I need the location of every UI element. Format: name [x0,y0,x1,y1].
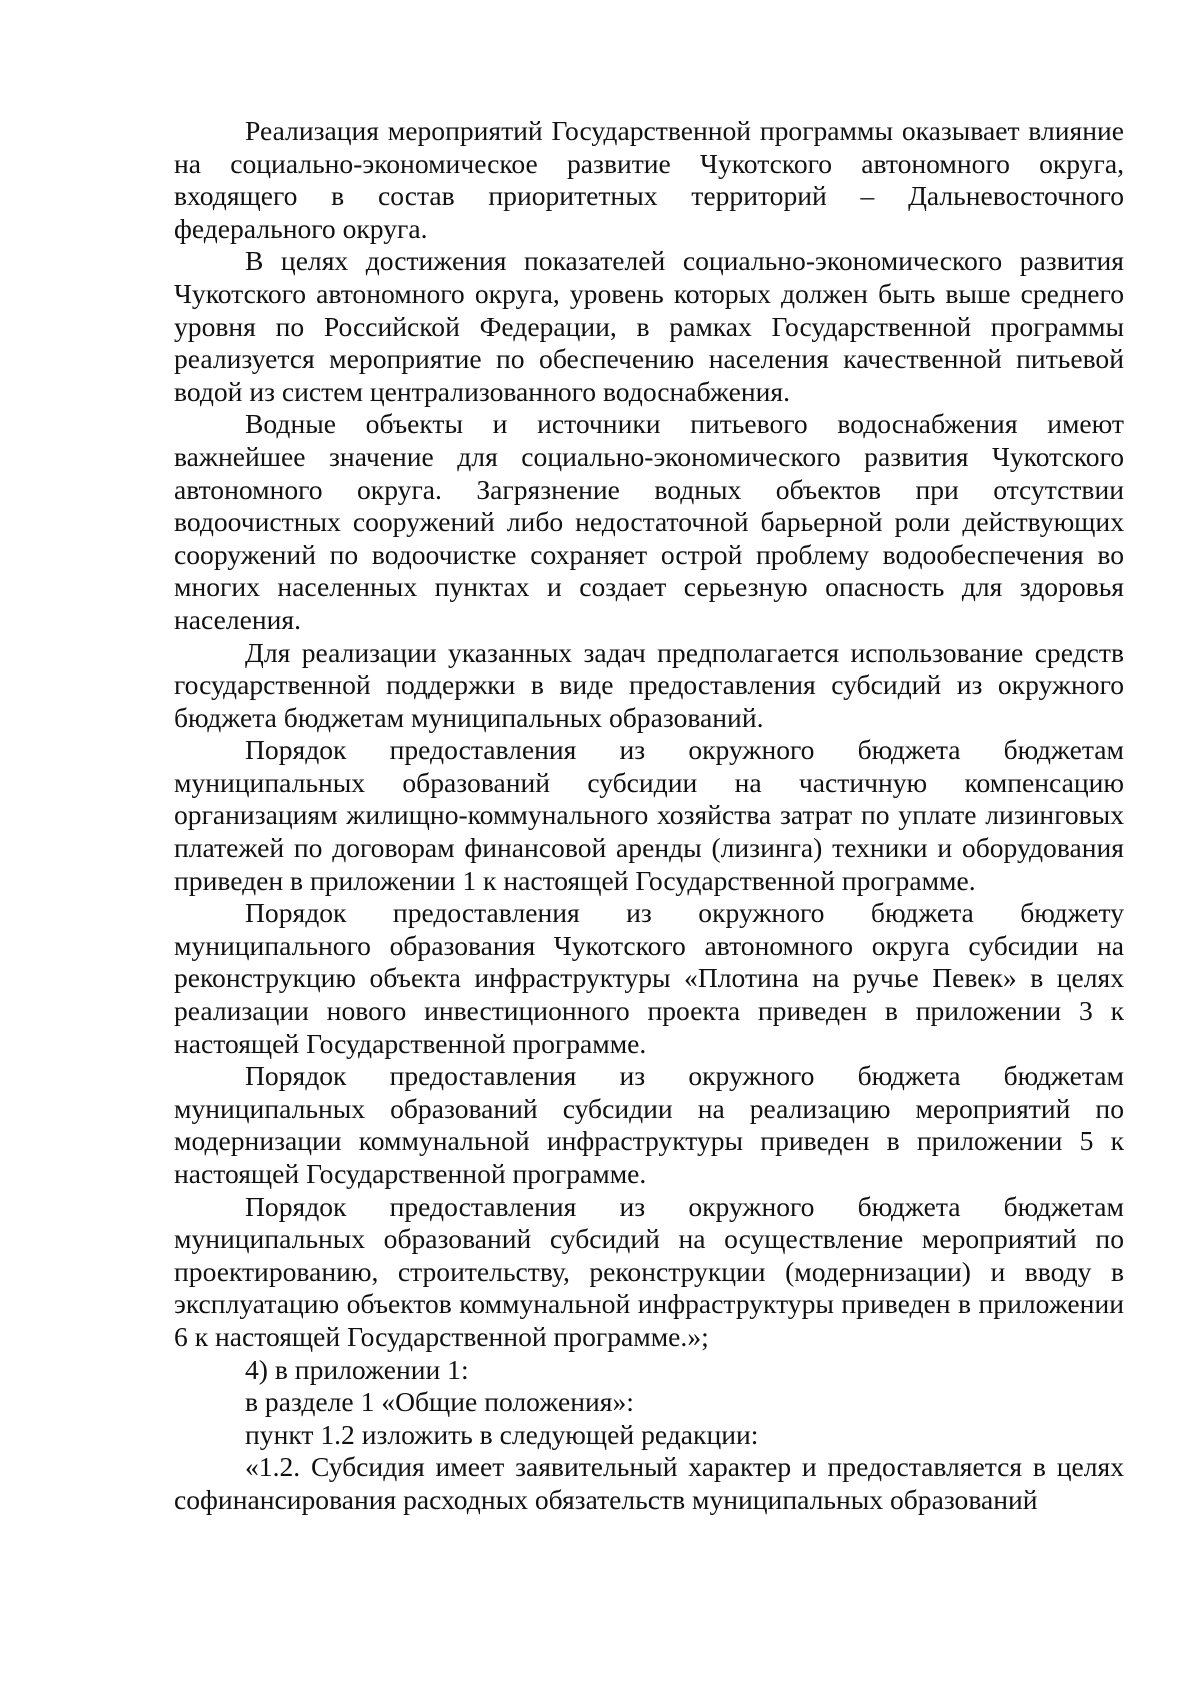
paragraph-modernization-subsidy: Порядок предоставления из окружного бюджета бюджетам муниципальных образований субсидии на реализацию мероприятий по модернизации коммунальной инфраструктуры приведен в приложении 5 к настоящей Государственной программе. [174,1060,1124,1189]
paragraph-construction-subsidy: Порядок предоставления из окружного бюджета бюджетам муниципальных образований субсидий на осуществление мероприятий по проектированию, строительству, реконструкции (модернизации) и вводу в эксплуатацию объектов коммунальной инфраструктуры приведен в приложении 6 к настоящей Государственной программе.»; [174,1190,1124,1352]
paragraph-implementation-impact: Реализация мероприятий Государственной программы оказывает влияние на социально-экономическое развитие Чукотского автономного округа, входящего в состав приоритетных территорий – Дальневосточного федерального округа. [174,115,1124,244]
paragraph-appendix-1: 4) в приложении 1: [245,1353,469,1385]
paragraph-subsidy-nature: «1.2. Субсидия имеет заявительный характер и предоставляется в целях софинансирования расходных обязательств муниципальных образований [174,1451,1124,1515]
paragraph-section-1: в разделе 1 «Общие положения»: [245,1386,634,1418]
paragraph-leasing-subsidy: Порядок предоставления из окружного бюджета бюджетам муниципальных образований субсидии на частичную компенсацию организациям жилищно-коммунального хозяйства затрат по уплате лизинговых платежей по договорам финансовой аренды (лизинга) техники и оборудования приведен в приложении 1 к настоящей Государственной программе. [174,734,1124,896]
paragraph-item-1-2: пункт 1.2 изложить в следующей редакции: [245,1418,759,1450]
paragraph-state-support: Для реализации указанных задач предполагается использование средств государственной поддержки в виде предоставления субсидий из окружного бюджета бюджетам муниципальных образований. [174,636,1124,733]
document-body [174,115,1124,1517]
paragraph-pevek-dam-subsidy: Порядок предоставления из окружного бюджета бюджету муниципального образования Чукотского автономного округа субсидии на реконструкцию объекта инфраструктуры «Плотина на ручье Певек» в целях реализации нового инвестиционного проекта приведен в приложении 3 к настоящей Государственной программе. [174,897,1124,1059]
paragraph-water-objects: Водные объекты и источники питьевого водоснабжения имеют важнейшее значение для социально-экономического развития Чукотского автономного округа. Загрязнение водных объектов при отсутствии водоочистных сооружений либо недостаточной барьерной роли действующих сооружений по водоочистке сохраняет острой проблему водообеспечения во многих населенных пунктах и создает серьезную опасность для здоровья населения. [174,408,1124,635]
paragraph-development-indicators: В целях достижения показателей социально-экономического развития Чукотского автономного округа, уровень которых должен быть выше среднего уровня по Российской Федерации, в рамках Государственной программы реализуется мероприятие по обеспечению населения качественной питьевой водой из систем централизованного водоснабжения. [174,245,1124,407]
